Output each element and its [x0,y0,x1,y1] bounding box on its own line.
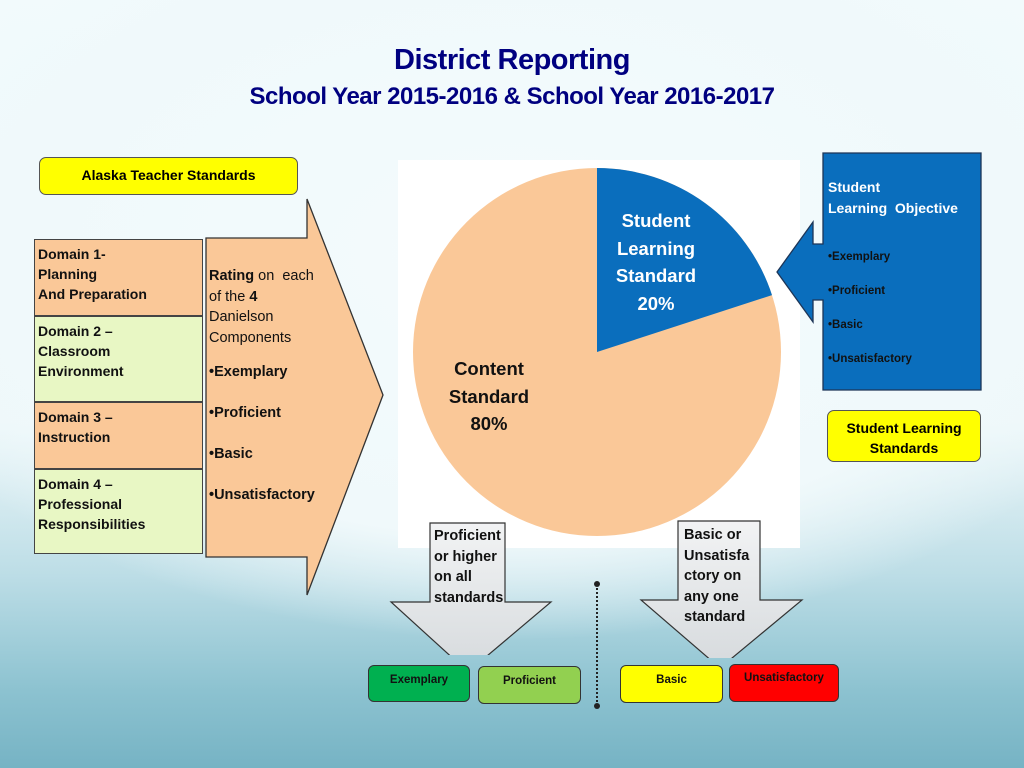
page-title: District Reporting [394,44,630,76]
slo-level-exemplary [828,251,978,285]
level-label: Unsatisfactory [214,487,315,503]
domain-3-box [34,402,203,469]
slo-levels-list [828,251,978,387]
domain-2-line2: Classroom [38,343,111,359]
domain-3-line1: Domain 3 – [38,409,113,425]
domain-3-line2: Instruction [38,429,111,445]
rating-levels-list [209,362,339,526]
domain-4-line2: Professional [38,496,123,512]
category-proficient [478,666,581,704]
proficient-or-higher-text [434,526,514,608]
pie-label-line: Student [621,210,691,231]
rating-description [209,266,339,348]
slo-level-basic [828,319,978,353]
pie-label-line: Standard [615,265,697,286]
domain-4-line1: Domain 4 – [38,476,113,492]
level-label: Basic [214,446,253,462]
domain-1-line3: And Preparation [38,286,147,302]
rating-line3: Danielson [209,309,274,325]
rating-line2 [209,287,339,308]
arrow-text-line: Proficient [434,528,501,544]
domain-4-box [34,469,203,554]
bullet-icon: • [209,487,215,503]
alaska-teacher-standards-text: Alaska Teacher Standards [81,167,256,183]
divider-end-dot-top [594,581,600,587]
divider-end-dot-bottom [594,703,600,709]
arrow-text-line: or higher [434,548,497,565]
slo-title [828,177,978,219]
pie-label-student-learning [598,207,714,317]
level-label: Unsatisfactory [832,353,912,365]
slo-level-proficient [828,285,978,319]
rating-word: Rating [209,268,255,284]
bullet-icon: • [828,319,833,331]
level-label: Exemplary [832,251,891,263]
category-label: Exemplary [389,674,449,686]
domain-2-line3: Environment [38,363,124,379]
domain-1-line1: Domain 1- [38,246,106,262]
category-label: Unsatisfactory [744,672,824,684]
arrow-text-line: any one [684,588,739,605]
dotted-divider [596,584,598,706]
slo-title-line1: Student [828,179,881,195]
student-learning-standards-label [827,410,981,462]
arrow-text-line: on all [434,569,472,585]
level-label: Exemplary [214,364,288,380]
rating-level-basic [209,444,339,485]
level-label: Proficient [214,405,281,421]
sls-line1: Student Learning [846,420,962,436]
slo-title-line2: Learning Objective [828,200,958,216]
bullet-icon: • [828,353,833,365]
arrow-text-line: Unsatisfa [684,547,750,564]
domain-1-line2: Planning [38,266,98,282]
rating-level-unsatisfactory [209,485,339,526]
page-subtitle: School Year 2015-2016 & School Year 2016-2017 [249,83,775,110]
level-label: Basic [832,319,863,331]
bullet-icon: • [209,446,215,462]
sls-line2: Standards [869,440,939,456]
bullet-icon: • [828,285,833,297]
rating-line1 [209,266,339,287]
bullet-icon: • [209,364,215,380]
domain-2-box [34,316,203,402]
domain-4-line3: Responsibilities [38,516,146,532]
pie-label-pct: 20% [637,292,675,314]
category-basic [620,665,723,703]
category-exemplary [368,665,470,702]
rating-level-proficient [209,403,339,444]
pie-label-line: Standard [448,385,530,407]
domain-2-line1: Domain 2 – [38,323,113,339]
category-unsatisfactory [729,664,839,702]
arrow-text-line: standard [684,609,746,625]
category-label: Proficient [502,675,557,687]
bullet-icon: • [209,405,215,421]
rating-line2-prefix: of the [209,288,250,305]
category-label: Basic [656,674,687,686]
pie-label-line: Content [454,358,524,379]
rating-line4: Components [209,329,292,346]
arrow-text-line: Basic or [684,527,742,543]
rating-count: 4 [249,288,258,305]
alaska-teacher-standards-label [39,157,298,195]
arrow-text-line: standards [434,589,504,606]
pie-label-line: Learning [616,237,696,259]
basic-or-unsatisfactory-text [684,525,764,628]
bullet-icon: • [828,251,833,263]
rating-level-exemplary [209,362,339,403]
level-label: Proficient [832,285,886,297]
slo-level-unsatisfactory [828,353,978,387]
rating-rest: on each [254,268,314,284]
pie-label-pct: 80% [470,413,508,434]
arrow-text-line: ctory on [684,568,742,584]
pie-label-content [430,355,548,438]
domain-1-box [34,239,203,316]
